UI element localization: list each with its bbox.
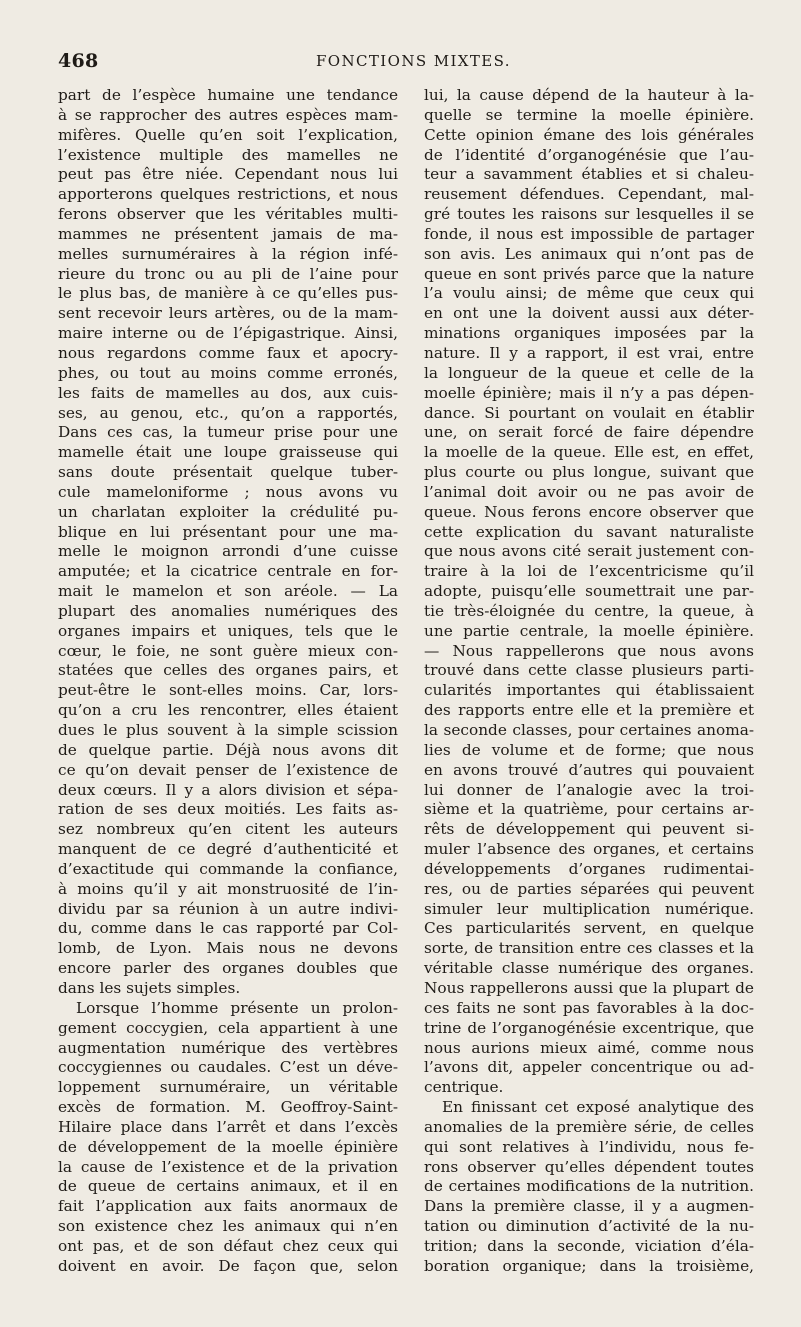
text-line: son existence chez les animaux qui n’en: [58, 1217, 398, 1236]
text-line: dues le plus souvent à la simple scission: [58, 721, 398, 739]
text-line: la longueur de la queue et celle de la: [424, 363, 754, 382]
text-line: Ces particularités servent, en quelque: [424, 919, 754, 938]
text-line: — Nous rappellerons que nous avons: [424, 641, 754, 660]
text-line: ont pas, et de son défaut chez ceux qui: [58, 1236, 398, 1255]
text-line: la seconde classes, pour certaines anoma-: [424, 721, 754, 739]
text-line: le plus bas, de manière à ce qu’elles pus-: [58, 284, 398, 303]
text-line: reusement défendues. Cependant, mal-: [424, 185, 754, 204]
text-line: anomalies de la première série, de celles: [424, 1117, 754, 1136]
text-line: excès de formation. M. Geoffroy-Saint-: [58, 1098, 398, 1117]
text-line: En finissant cet exposé analytique des: [442, 1098, 754, 1117]
text-line: ces faits ne sont pas favorables à la doc-: [424, 998, 754, 1017]
text-line: d’exactitude qui commande la confiance,: [58, 859, 398, 878]
text-line: fonde, il nous est impossible de partager: [424, 224, 754, 243]
text-line: cette explication du savant naturaliste: [424, 522, 754, 541]
text-line: développements d’organes rudimentai-: [424, 859, 754, 878]
text-line: teur a savamment établies et si chaleu-: [424, 165, 754, 184]
text-line: véritable classe numérique des organes.: [424, 959, 754, 978]
running-head: [58, 50, 748, 78]
text-line: Nous rappellerons aussi que la plupart de: [424, 978, 754, 997]
text-line: rons observer qu’elles dépendent toutes: [424, 1157, 754, 1176]
text-line: ferons observer que les véritables multi-: [58, 205, 398, 224]
text-line: peut-être le sont-elles moins. Car, lors-: [58, 681, 398, 700]
text-line: la cause de l’existence et de la privation: [58, 1157, 398, 1176]
text-line: qu’on a cru les rencontrer, elles étaient: [58, 701, 398, 720]
running-head-title: FONCTIONS MIXTES.: [316, 52, 511, 70]
text-line: l’avons dit, appeler concentrique ou ad-: [424, 1058, 754, 1077]
text-line: plus courte ou plus longue, suivant que: [424, 463, 754, 482]
text-line: ses, au genou, etc., qu’on a rapportés,: [58, 403, 398, 422]
text-line: de l’identité d’organogénésie que l’au-: [424, 145, 754, 164]
text-line: mammes ne présentent jamais de ma-: [58, 224, 398, 243]
text-line: manquent de ce degré d’authenticité et: [58, 840, 398, 859]
text-line: nature. Il y a rapport, il est vrai, entre: [424, 343, 754, 362]
left-column: [58, 86, 398, 1301]
text-line: muler l’absence des organes, et certains: [424, 840, 754, 859]
text-line: queue. Nous ferons encore observer que: [424, 502, 754, 521]
text-line: cularités importantes qui établissaient: [424, 681, 754, 700]
text-line: sent recevoir leurs artères, ou de la mam-: [58, 304, 398, 323]
text-line: mifères. Quelle qu’en soit l’explication,: [58, 125, 398, 144]
text-line: Hilaire place dans l’arrêt et dans l’excès: [58, 1117, 398, 1136]
text-line: amputée; et la cicatrice centrale en for-: [58, 562, 398, 581]
text-line: des rapports entre elle et la première et: [424, 701, 754, 720]
text-line: mait le mamelon et son aréole. — La: [58, 582, 398, 601]
text-line: à se rapprocher des autres espèces mam-: [58, 105, 398, 124]
text-line: en ont une la doivent aussi aux déter-: [424, 304, 754, 323]
text-line: du, comme dans le cas rapporté par Col-: [58, 919, 398, 938]
text-line: dans les sujets simples.: [58, 978, 241, 997]
text-line: lomb, de Lyon. Mais nous ne devons: [58, 939, 398, 958]
text-line: mamelle était une loupe graisseuse qui: [58, 443, 398, 462]
text-line: apporterons quelques restrictions, et nous: [58, 185, 398, 204]
text-line: rêts de développement qui peuvent si-: [424, 820, 754, 839]
text-line: sans doute présentait quelque tuber-: [58, 463, 398, 482]
text-line: augmentation numérique des vertèbres: [58, 1038, 398, 1057]
text-line: un charlatan exploiter la crédulité pu-: [58, 502, 398, 521]
text-line: deux cœurs. Il y a alors division et sépa-: [58, 780, 398, 799]
text-line: sez nombreux qu’en citent les auteurs: [58, 820, 398, 839]
text-line: fait l’application aux faits anormaux de: [58, 1197, 398, 1216]
text-line: loppement surnuméraire, un véritable: [58, 1078, 398, 1097]
text-line: queue en sont privés parce que la nature: [424, 264, 754, 283]
text-line: doivent en avoir. De façon que, selon: [58, 1256, 398, 1275]
text-line: encore parler des organes doubles que: [58, 959, 398, 978]
text-line: dance. Si pourtant on voulait en établir: [424, 403, 754, 422]
text-line: une, on serait forcé de faire dépendre: [424, 423, 754, 442]
text-line: de queue de certains animaux, et il en: [58, 1177, 398, 1196]
text-line: sième et la quatrième, pour certains ar-: [424, 800, 754, 819]
text-line: rieure du tronc ou au pli de l’aine pour: [58, 264, 398, 283]
text-line: gement coccygien, cela appartient à une: [58, 1018, 398, 1037]
text-line: lies de volume et de forme; que nous: [424, 740, 754, 759]
text-line: Dans ces cas, la tumeur prise pour une: [58, 423, 398, 442]
text-line: tie très-éloignée du centre, la queue, à: [424, 601, 754, 620]
text-line: cœur, le foie, ne sont guère mieux con-: [58, 641, 398, 660]
text-line: trouvé dans cette classe plusieurs parti-: [424, 661, 754, 680]
text-line: part de l’espèce humaine une tendance: [58, 86, 398, 104]
text-line: gré toutes les raisons sur lesquelles il se: [424, 205, 754, 224]
text-line: centrique.: [424, 1078, 504, 1097]
text-line: statées que celles des organes pairs, et: [58, 661, 398, 680]
text-line: minations organiques imposées par la: [424, 324, 754, 343]
text-line: blique en lui présentant pour une ma-: [58, 522, 398, 541]
text-line: trine de l’organogénésie excentrique, que: [424, 1018, 754, 1037]
text-line: nous regardons comme faux et apocry-: [58, 343, 398, 362]
text-line: à moins qu’il y ait monstruosité de l’in-: [58, 879, 398, 898]
text-line: trition; dans la seconde, viciation d’éla-: [424, 1236, 754, 1255]
text-line: Lorsque l’homme présente un prolon-: [76, 998, 398, 1017]
text-line: les faits de mamelles au dos, aux cuis-: [58, 383, 398, 402]
text-line: une partie centrale, la moelle épinière.: [424, 621, 754, 640]
text-line: que nous avons cité serait justement con-: [424, 542, 754, 561]
text-line: cule mameloniforme ; nous avons vu: [58, 482, 398, 501]
text-line: tation ou diminution d’activité de la nu-: [424, 1217, 754, 1236]
page-number: 468: [58, 50, 99, 72]
text-line: ce qu’on devait penser de l’existence de: [58, 760, 398, 779]
right-column: [424, 86, 754, 1301]
text-line: l’animal doit avoir ou ne pas avoir de: [424, 482, 754, 501]
text-line: sorte, de transition entre ces classes et la: [424, 939, 754, 958]
text-line: de développement de la moelle épinière: [58, 1137, 398, 1156]
text-line: peut pas être niée. Cependant nous lui: [58, 165, 398, 184]
text-line: Dans la première classe, il y a augmen-: [424, 1197, 754, 1216]
text-line: lui donner de l’analogie avec la troi-: [424, 780, 754, 799]
text-line: l’a voulu ainsi; de même que ceux qui: [424, 284, 754, 303]
text-line: de certaines modifications de la nutrition.: [424, 1177, 754, 1196]
text-line: melle le moignon arrondi d’une cuisse: [58, 542, 398, 561]
text-line: quelle se termine la moelle épinière.: [424, 105, 754, 124]
text-line: en avons trouvé d’autres qui pouvaient: [424, 760, 754, 779]
text-line: adopte, puisqu’elle soumettrait une par-: [424, 582, 754, 601]
text-line: lui, la cause dépend de la hauteur à la-: [424, 86, 754, 104]
text-line: dividu par sa réunion à un autre indivi-: [58, 899, 398, 918]
text-line: maire interne ou de l’épigastrique. Ainsi,: [58, 324, 398, 343]
text-line: plupart des anomalies numériques des: [58, 601, 398, 620]
text-line: melles surnuméraires à la région infé-: [58, 244, 398, 263]
text-line: nous aurions mieux aimé, comme nous: [424, 1038, 754, 1057]
text-line: l’existence multiple des mamelles ne: [58, 145, 398, 164]
text-line: simuler leur multiplication numérique.: [424, 899, 754, 918]
text-line: moelle épinière; mais il n’y a pas dépen-: [424, 383, 754, 402]
text-line: son avis. Les animaux qui n’ont pas de: [424, 244, 754, 263]
text-line: res, ou de parties séparées qui peuvent: [424, 879, 754, 898]
text-line: Cette opinion émane des lois générales: [424, 125, 754, 144]
text-line: coccygiennes ou caudales. C’est un déve-: [58, 1058, 398, 1077]
text-line: organes impairs et uniques, tels que le: [58, 621, 398, 640]
text-line: de quelque partie. Déjà nous avons dit: [58, 740, 398, 759]
text-line: boration organique; dans la troisième,: [424, 1256, 754, 1275]
text-line: la moelle de la queue. Elle est, en effet,: [424, 443, 754, 462]
text-line: phes, ou tout au moins comme erronés,: [58, 363, 398, 382]
text-line: qui sont relatives à l’individu, nous fe-: [424, 1137, 754, 1156]
text-line: ration de ses deux moitiés. Les faits as-: [58, 800, 398, 819]
text-line: traire à la loi de l’excentricisme qu’il: [424, 562, 754, 581]
